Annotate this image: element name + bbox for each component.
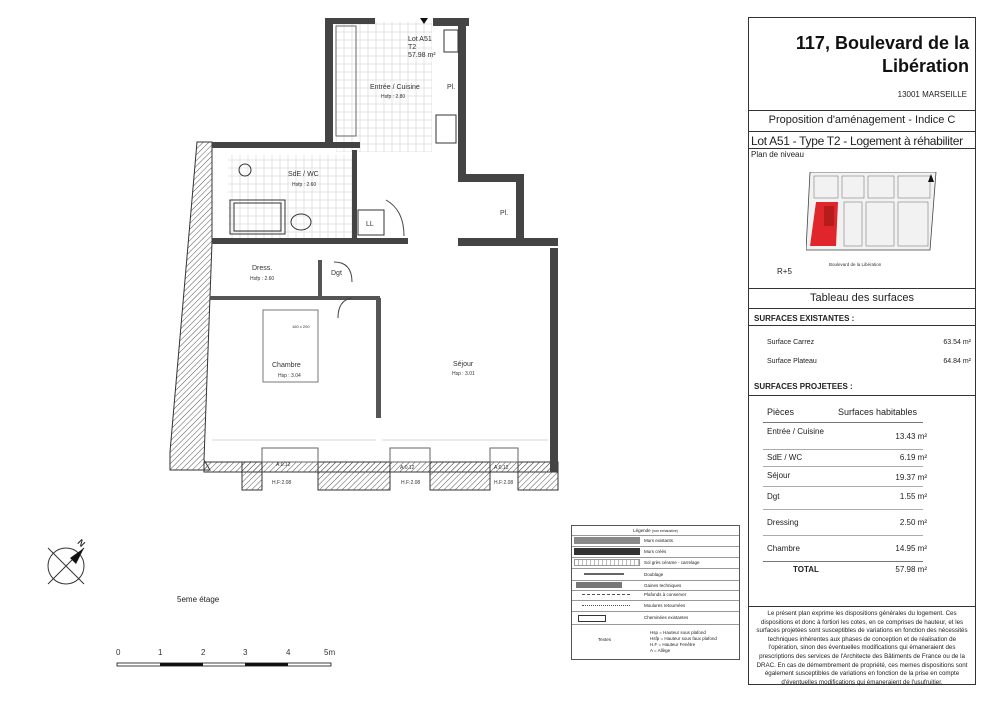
room-row-entree [767, 427, 927, 441]
existing-value: 63.54 m² [943, 339, 971, 346]
room-area: 1.55 m² [899, 492, 927, 501]
compass-north-label: N [75, 537, 88, 549]
legend-item-plafonds: Plafonds à conserver [644, 592, 687, 597]
legend-box [571, 525, 740, 660]
existing-row-plateau [767, 358, 971, 365]
bed-size-label: 160 x 200 [292, 324, 310, 329]
total-value: 57.98 m² [895, 565, 927, 574]
total-label: TOTAL [793, 565, 819, 574]
existing-heading: SURFACES EXISTANTES : [754, 314, 855, 323]
room-area: 13.43 m² [895, 432, 927, 441]
legend-notes [650, 630, 717, 654]
placard-label-1: Pl. [447, 84, 456, 91]
legend-title [572, 528, 739, 533]
room-height-sde: Hsfp : 2.60 [292, 182, 317, 188]
plan-level-label: Plan de niveau [751, 150, 804, 159]
city-label: 13001 MARSEILLE [897, 90, 967, 99]
lot-tag-type: T2 [408, 44, 417, 51]
room-row-dressing [767, 518, 927, 528]
legend-item-moulures: Moulures retournées [644, 603, 686, 608]
room-name: Dressing [767, 518, 799, 527]
room-area: 2.50 m² [899, 518, 927, 527]
col-surfaces: Surfaces habitables [837, 407, 917, 417]
room-label-dgt: Dgt [331, 270, 342, 277]
lot-label: Lot A51 - Type T2 - Logement à réhabiliter [751, 134, 963, 148]
legend-swatch-gaines [576, 582, 622, 588]
projected-header-row [767, 407, 917, 417]
lot-tag-lot: Lot A51 [408, 36, 432, 43]
room-row-chambre [767, 544, 927, 554]
legend-note-allege: A = Allège [650, 648, 671, 653]
total-row [767, 565, 927, 575]
room-label-chambre: Chambre [272, 362, 301, 369]
window-height-2: H.F:2.08 [401, 480, 421, 486]
lot-tag-area: 57.98 m² [408, 52, 436, 59]
thumbnail-street-label: Boulevard de la Libération [829, 262, 882, 267]
legend-textes-label: Textes [598, 637, 612, 642]
legend-swatch-doublage [584, 573, 624, 575]
room-area: 6.19 m² [899, 453, 927, 462]
address [796, 32, 969, 78]
room-row-sde [767, 453, 927, 463]
legend-note-hsfp: Hsfp = Hauteur sous faux plafond [650, 636, 717, 641]
existing-row-carrez [767, 339, 971, 346]
legend-note-hf: H.F = Hauteur Fenêtre [650, 642, 696, 647]
room-name: Séjour [767, 471, 791, 480]
title-block [748, 17, 976, 685]
legend-swatch-tiles [574, 559, 640, 566]
location-thumbnail [806, 172, 939, 272]
legend-note-hsp: Hsp = Hauteur sous plafond [650, 630, 706, 635]
existing-label: Surface Plateau [767, 358, 817, 365]
scale-tick-2: 2 [201, 648, 206, 657]
room-area: 14.95 m² [895, 544, 927, 553]
room-height-dress: Hsfp : 2.60 [250, 276, 275, 282]
legend-item-cheminees: Cheminées existantes [644, 615, 689, 620]
scale-tick-0: 0 [116, 648, 121, 657]
existing-value: 64.84 m² [943, 358, 971, 365]
scale-tick-5: 5m [324, 648, 336, 657]
legend-swatch-moulures [582, 605, 630, 606]
existing-label: Surface Carrez [767, 339, 815, 346]
legend-item-doublage: Doublage [644, 572, 664, 577]
scale-tick-1: 1 [158, 648, 163, 657]
legend-swatch-plafonds [582, 594, 630, 595]
window-allege-1: A:0.12 [276, 462, 291, 468]
room-row-sejour [767, 471, 927, 481]
address-line-1: 117, Boulevard de la [795, 33, 969, 53]
level-label: R+5 [777, 267, 792, 276]
room-label-entree: Entrée / Cuisine [370, 84, 420, 91]
scale-bar [117, 663, 331, 666]
legend-title-note: (non exhaustive) [651, 529, 678, 533]
room-name: Entrée / Cuisine [767, 427, 824, 436]
window-height-1: H.F:2.08 [272, 480, 292, 486]
room-height-entree: Hsfp : 2.80 [381, 94, 406, 100]
legend-swatch-cheminees [578, 615, 606, 622]
room-height-sejour: Hsp : 3.01 [452, 371, 475, 377]
legend-item-gaines: Gaines techniques [644, 583, 682, 588]
legend-swatch-existing [574, 537, 640, 544]
col-pieces: Pièces [767, 407, 795, 417]
scale-tick-4: 4 [286, 648, 291, 657]
room-label-sejour: Séjour [453, 361, 474, 368]
legend-item-created: Murs créés [644, 549, 667, 554]
window-allege-3: A:0.12 [494, 465, 509, 471]
room-label-dress: Dress. [252, 265, 273, 272]
projected-heading: SURFACES PROJETEES : [754, 382, 853, 391]
legend-item-tiles: Sol grès cérame - carrelage [644, 560, 700, 565]
legend-swatch-created [574, 548, 640, 555]
room-area: 19.37 m² [895, 473, 927, 482]
proposal-label: Proposition d'aménagement - Indice C [768, 114, 956, 126]
scale-tick-3: 3 [243, 648, 248, 657]
room-height-chambre: Hsp : 3.04 [278, 373, 301, 379]
lot-tag [408, 36, 436, 60]
legend-title-text: Légende [633, 528, 651, 533]
legend-item-existing: Murs existants [644, 538, 674, 543]
room-name: SdE / WC [767, 453, 803, 462]
room-name: Dgt [767, 492, 780, 501]
window-allege-2: A:0.12 [400, 465, 415, 471]
window-height-3: H.F:2.08 [494, 480, 514, 486]
disclaimer-text: Le présent plan exprime les dispositions générales du logement. Ces dispositions et donc à fortiori les cotes, en ce comprises de hauteur, et les surfaces projetées sont susceptibles de variations en fonction des nécessités techniques inhérentes aux phases de conception et de réalisation de l'opération, sinon des éventuelles modifications qui émaneraient des prescriptions des services de l'Architecte des Bâtiments de France ou de la DRAC. En cas de démembrement de propriété, ces memes dispositions sont également susceptibles de variations en fonction de la prise en compte d'éventuelles modifications qui émaneraient de l'usufruitier. [756, 610, 968, 686]
floor-level-label: 5eme étage [177, 595, 220, 604]
placard-label-2: Pl. [500, 210, 509, 217]
room-name: Chambre [767, 544, 800, 553]
compass-rose [48, 548, 84, 584]
room-row-dgt [767, 492, 927, 502]
laundry-label: LL [366, 221, 374, 228]
surface-table-title: Tableau des surfaces [810, 292, 914, 304]
address-line-2: Libération [881, 56, 969, 76]
room-label-sde: SdE / WC [288, 171, 319, 178]
